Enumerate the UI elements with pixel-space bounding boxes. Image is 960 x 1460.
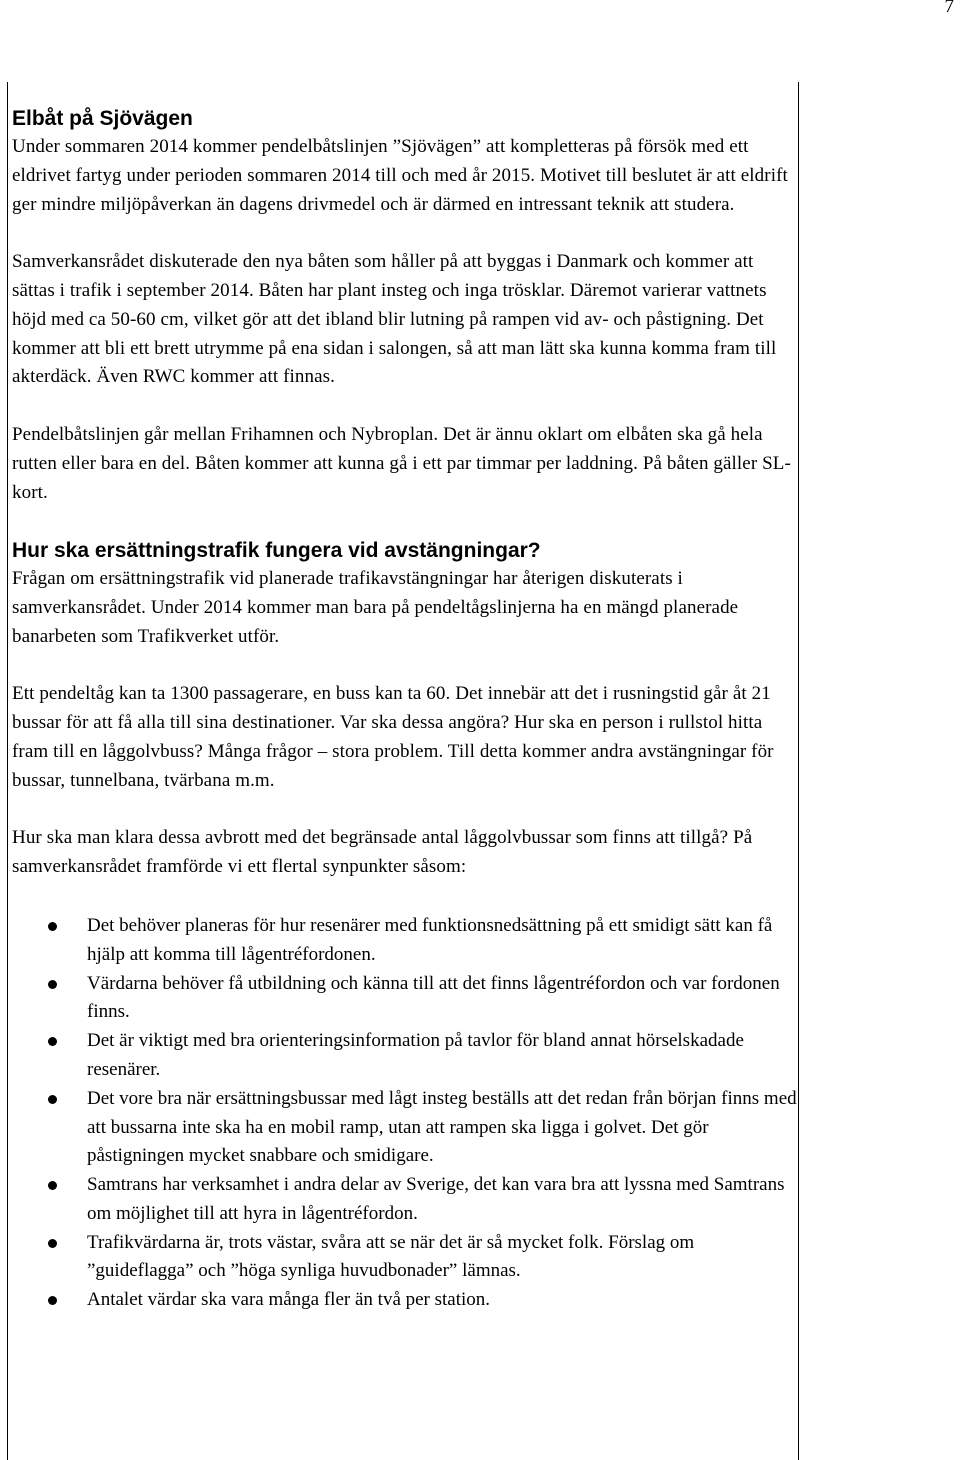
bullet-icon (48, 1296, 57, 1305)
bullet-icon (48, 1239, 57, 1248)
paragraph: Pendelbåtslinjen går mellan Frihamnen och Nybroplan. Det är ännu oklart om elbåten ska gå hela rutten eller bara en del. Båten kommer att kunna gå i ett par timmar per laddning. På båten gäller SL-kort. (12, 423, 791, 503)
list-item (12, 1171, 797, 1229)
list-item-text: Det vore bra när ersättningsbussar med lågt insteg beställs att det redan från början finns med att bussarna inte ska ha en mobil ramp, utan att rampen ska ligga i golvet. Det gör påstigningen mycket snabbare och smidigare. (87, 1087, 797, 1167)
list-item-text: Det är viktigt med bra orienteringsinformation på tavlor för bland annat hörselskadade resenärer. (87, 1030, 744, 1080)
left-margin-rule (7, 82, 8, 1460)
paragraph: Under sommaren 2014 kommer pendelbåtslinjen ”Sjövägen” att kompletteras på försök med ett eldrivet fartyg under perioden sommaren 2014 till och med år 2015. Motivet till beslutet är att eldrift ger mindre miljöpåverkan än dagens drivmedel och är därmed en intressant teknik att studera. (12, 136, 788, 215)
list-item-text: Det behöver planeras för hur resenärer med funktionsnedsättning på ett smidigt sätt kan få hjälp att komma till lågentréfordonen. (87, 914, 773, 965)
bullet-icon (48, 1037, 57, 1046)
list-item-text: Värdarna behöver få utbildning och känna till att det finns lågentréfordon och var fordonen finns. (87, 972, 780, 1023)
list-item-text: Trafikvärdarna är, trots västar, svåra att se när det är så mycket folk. Förslag om ”guideflagga” och ”höga synliga huvudbonader” lämnas. (87, 1231, 695, 1282)
document-body (12, 98, 797, 1315)
bullet-list (12, 912, 797, 1315)
paragraph: Hur ska man klara dessa avbrott med det begränsade antal låggolvbussar som finns att tillgå? På samverkansrådet framförde vi ett flertal synpunkter såsom: (12, 827, 753, 878)
bullet-icon (48, 922, 57, 931)
section-heading: Hur ska ersättningstrafik fungera vid avstängningar? (12, 539, 541, 563)
list-item-text: Samtrans har verksamhet i andra delar av Sverige, det kan vara bra att lyssna med Samtrans om möjlighet till att hyra in lågentréfordon. (87, 1174, 785, 1224)
right-margin-rule (798, 82, 799, 1460)
section-heading: Elbåt på Sjövägen (12, 107, 193, 130)
list-item (12, 1229, 797, 1287)
page-number: 7 (944, 0, 954, 17)
paragraph: Frågan om ersättningstrafik vid planerade trafikavstängningar har återigen diskuterats i samverkansrådet. Under 2014 kommer man bara på pendeltågslinjerna ha en mängd planerade banarbeten som Trafikverket utför. (12, 568, 739, 647)
list-item (12, 1027, 797, 1085)
bullet-icon (48, 980, 57, 989)
paragraph: Ett pendeltåg kan ta 1300 passagerare, en buss kan ta 60. Det innebär att det i rusningstid går åt 21 bussar för att få alla till sina destinationer. Var ska dessa angöra? Hur ska en person i rullstol hitta fram till en låggolvbuss? Många frågor – stora problem. Till detta kommer andra avstängningar för bussar, tunnelbana, tvärbana m.m. (12, 683, 774, 791)
list-item-text: Antalet värdar ska vara många fler än två per station. (87, 1289, 491, 1311)
list-item (12, 1286, 797, 1315)
list-item (12, 912, 797, 970)
list-item (12, 970, 797, 1028)
list-item (12, 1085, 797, 1171)
bullet-icon (48, 1095, 57, 1104)
bullet-icon (48, 1181, 57, 1190)
paragraph: Samverkansrådet diskuterade den nya båten som håller på att byggas i Danmark och kommer att sättas i trafik i september 2014. Båten har plant insteg och inga trösklar. Däremot varierar vattnets höjd med ca 50-60 cm, vilket gör att det ibland blir lutning på rampen vid av- och påstigning. Det kommer att bli ett brett utrymme på ena sidan i salongen, så att man lätt ska kunna komma fram till akterdäck. Även RWC kommer att finnas. (12, 251, 777, 388)
